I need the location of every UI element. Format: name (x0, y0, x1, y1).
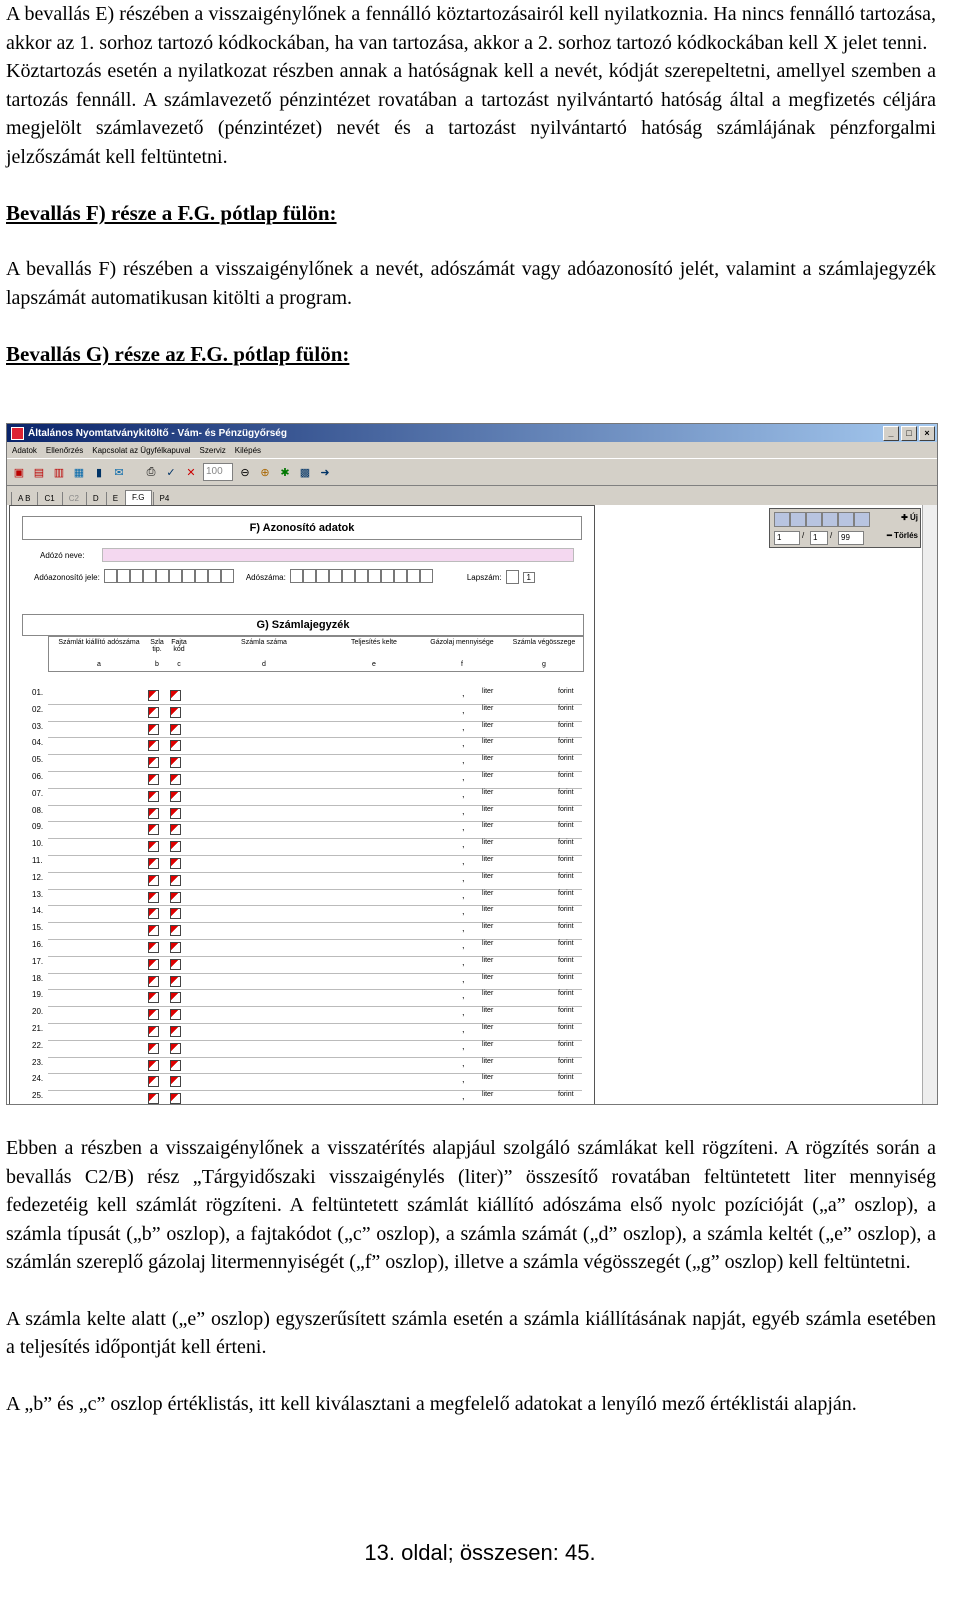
type-dropdown[interactable] (148, 959, 159, 970)
type-dropdown[interactable] (148, 908, 159, 919)
decimal-comma: , (462, 956, 465, 967)
unit-liter: liter (482, 738, 494, 746)
kind-dropdown[interactable] (170, 1009, 181, 1020)
name-field[interactable] (102, 548, 574, 562)
tools-icon[interactable]: ✱ (280, 466, 290, 479)
row-number: 17. (32, 956, 44, 966)
type-dropdown[interactable] (148, 942, 159, 953)
toolbar (7, 459, 937, 486)
unit-forint: forint (558, 721, 574, 729)
form-workspace (7, 505, 937, 1104)
tab-d[interactable]: D (86, 492, 105, 506)
last-record-button[interactable] (854, 512, 870, 527)
table-row (10, 789, 594, 806)
delete-record-button[interactable]: ━ Törlés (886, 531, 918, 540)
unit-liter: liter (482, 1007, 494, 1015)
menu-kilepes[interactable]: Kilépés (234, 445, 262, 455)
unit-liter: liter (482, 1074, 494, 1082)
unit-liter: liter (482, 990, 494, 998)
row-number: 21. (32, 1024, 44, 1033)
zoom-out-icon[interactable]: ⊖ (240, 466, 250, 479)
type-dropdown[interactable] (148, 774, 159, 785)
menu-ellenorzes[interactable]: Ellenőrzés (45, 445, 84, 455)
type-dropdown[interactable] (148, 875, 159, 886)
paragraph-e-2: Köztartozás esetén a nyilatkozat részben annak a hatóságnak kell a nevét, kódját szerepeltetni, amellyel szemben a tartozás fennáll. A számlavezető pénzintézet rovatában a tartozást nyilvántartó hatóság által a megfizetés céljára megjelölt számlavezető (pénzintézet) nevét és a tartozást nyilvántartó hatóság számlájának pénzforgalmi jelzőszámát kell feltüntetni. (6, 60, 936, 168)
type-dropdown[interactable] (148, 824, 159, 835)
row-number: 14. (32, 906, 44, 916)
kind-dropdown[interactable] (170, 942, 181, 953)
type-dropdown[interactable] (148, 1026, 159, 1037)
table-row (10, 1091, 594, 1105)
paragraph-e-1: A bevallás E) részében a visszaigénylőnek a fennálló köztartozásairól kell nyilatkoznia. Ha nincs fennálló tartozása, akkor az 1. sorhoz tartozó kódkockában, ha van tartozása, akkor a 2. sorhoz tartozó kódkockában kell X jelet tenni. (6, 3, 936, 54)
maximize-button[interactable]: □ (901, 426, 917, 441)
unit-forint: forint (558, 956, 574, 964)
unit-forint: forint (558, 822, 574, 830)
mail-icon[interactable]: ✉ (114, 466, 124, 479)
kind-dropdown[interactable] (170, 740, 181, 751)
unit-forint: forint (558, 872, 574, 880)
document-page (6, 0, 936, 368)
row-number: 07. (32, 788, 44, 798)
section-g-title: G) Számlajegyzék (22, 614, 584, 636)
table-row (10, 839, 594, 856)
unit-liter: liter (482, 755, 494, 763)
nav-separator-2: / (830, 531, 833, 540)
col-header-g: Számla végösszege (512, 639, 576, 646)
unit-forint: forint (558, 704, 574, 712)
menu-szerviz[interactable]: Szerviz (199, 445, 226, 455)
heading-section-g: Bevallás G) része az F.G. pótlap fülön: (6, 342, 350, 366)
unit-forint: forint (558, 1007, 574, 1015)
type-dropdown[interactable] (148, 1009, 159, 1020)
page-value: 1 (523, 572, 535, 583)
tab-c1[interactable]: C1 (37, 492, 60, 506)
menubar (7, 442, 937, 459)
unit-liter: liter (482, 940, 494, 947)
kind-dropdown[interactable] (170, 690, 181, 701)
kind-dropdown[interactable] (170, 1076, 181, 1087)
decimal-comma: , (462, 1007, 465, 1018)
col-header-e: Teljesítés kelte (351, 639, 397, 646)
unit-forint: forint (558, 839, 574, 847)
unit-forint: forint (558, 906, 574, 914)
type-dropdown[interactable] (148, 841, 159, 852)
unit-liter: liter (482, 721, 494, 729)
delete-label: Törlés (893, 531, 918, 540)
table-row (10, 806, 594, 823)
table-row (10, 1007, 594, 1024)
name-row (40, 548, 574, 562)
table-row (10, 856, 594, 873)
kind-dropdown[interactable] (170, 1060, 181, 1071)
type-dropdown[interactable] (148, 724, 159, 735)
kind-dropdown[interactable] (170, 757, 181, 768)
type-dropdown[interactable] (148, 858, 159, 869)
unit-forint: forint (558, 973, 574, 981)
row-number: 16. (32, 940, 44, 949)
row-number: 13. (32, 889, 44, 899)
col-letter-b: b (155, 661, 159, 668)
label-taxnum: Adószáma: (245, 572, 286, 582)
table-row (10, 923, 594, 940)
page-footer: 13. oldal; összesen: 45. (364, 1540, 596, 1565)
unit-liter: liter (482, 956, 494, 964)
next-record-button[interactable] (822, 512, 838, 527)
type-dropdown[interactable] (148, 808, 159, 819)
table-row (10, 906, 594, 923)
unit-forint: forint (558, 738, 574, 746)
table-row (10, 772, 594, 789)
decimal-comma: , (462, 755, 465, 766)
first-record-button[interactable] (774, 512, 790, 527)
application-screenshot (6, 423, 938, 1105)
next-page-button[interactable] (838, 512, 854, 527)
row-number: 24. (32, 1074, 44, 1084)
type-dropdown[interactable] (148, 1043, 159, 1054)
kind-dropdown[interactable] (170, 959, 181, 970)
decimal-comma: , (462, 1040, 465, 1051)
unit-forint: forint (558, 1040, 574, 1048)
kind-dropdown[interactable] (170, 892, 181, 903)
decimal-comma: , (462, 805, 465, 816)
row-number: 08. (32, 805, 44, 815)
tab-e[interactable]: E (106, 492, 124, 506)
unit-liter: liter (482, 923, 494, 931)
unit-liter: liter (482, 772, 494, 779)
decimal-comma: , (462, 856, 465, 866)
type-dropdown[interactable] (148, 791, 159, 802)
import-icon[interactable]: ▦ (73, 466, 85, 479)
col-letter-e: e (372, 661, 376, 668)
table-row (10, 873, 594, 890)
type-dropdown[interactable] (148, 892, 159, 903)
zoom-input[interactable]: 100 (203, 463, 233, 481)
unit-forint: forint (558, 1091, 574, 1099)
export-icon[interactable]: ➜ (320, 466, 330, 479)
decimal-comma: , (462, 839, 465, 850)
unit-liter: liter (482, 973, 494, 981)
prev-page-button[interactable] (790, 512, 806, 527)
decimal-comma: , (462, 1074, 465, 1085)
col-letter-g: g (542, 661, 546, 668)
decimal-comma: , (462, 772, 465, 782)
save-as-icon[interactable]: ▥ (53, 466, 65, 479)
type-dropdown[interactable] (148, 976, 159, 987)
decimal-comma: , (462, 1024, 465, 1034)
kind-dropdown[interactable] (170, 808, 181, 819)
unit-liter: liter (482, 704, 494, 712)
unit-liter: liter (482, 856, 494, 863)
tab-ab[interactable]: A B (11, 492, 36, 506)
decimal-comma: , (462, 872, 465, 883)
label-taxid: Adóazonosító jele: (34, 572, 100, 582)
kind-dropdown[interactable] (170, 976, 181, 987)
kind-dropdown[interactable] (170, 1026, 181, 1037)
delete-icon[interactable]: ✕ (186, 466, 196, 479)
unit-liter: liter (482, 822, 494, 830)
row-number: 04. (32, 738, 44, 748)
book-icon[interactable]: ▮ (95, 466, 103, 479)
tab-p4[interactable]: P4 (153, 492, 176, 506)
unit-forint: forint (558, 990, 574, 998)
row-number: 23. (32, 1057, 44, 1067)
decimal-comma: , (462, 923, 465, 934)
unit-liter: liter (482, 1024, 494, 1031)
kind-dropdown[interactable] (170, 724, 181, 735)
decimal-comma: , (462, 990, 465, 1001)
kind-dropdown[interactable] (170, 908, 181, 919)
new-label: Új (910, 513, 918, 522)
col-letter-f: f (461, 661, 463, 668)
vertical-scrollbar[interactable] (922, 505, 937, 1104)
id-row (34, 569, 535, 585)
row-number: 03. (32, 721, 44, 731)
decimal-comma: , (462, 906, 465, 917)
row-number: 10. (32, 839, 44, 849)
kind-dropdown[interactable] (170, 925, 181, 936)
unit-forint: forint (558, 1057, 574, 1065)
unit-forint: forint (558, 856, 574, 863)
decimal-comma: , (462, 738, 465, 749)
unit-forint: forint (558, 940, 574, 947)
col-header-c: Fajta kód (171, 639, 187, 653)
decimal-comma: , (462, 973, 465, 984)
record-count-field: 99 (838, 531, 864, 545)
type-dropdown[interactable] (148, 707, 159, 718)
col-letter-d: d (262, 661, 266, 668)
row-number: 19. (32, 990, 44, 1000)
paragraph-g-1: Ebben a részben a visszaigénylőnek a visszatérítés alapjául szolgáló számlákat kell rögzíteni. A rögzítés során a bevallás C2/B) rész „Tárgyidőszaki visszaigénylés (liter)” összesítő rovatában feltüntetett liter mennyiség fedezetéig kell számlát rögzíteni. A feltüntetett számlát kiállító adószáma első nyolc pozícióját („a” oszlop), a számla típusát („b” oszlop), a fajtakódot („c” oszlop), a számla számát („d” oszlop), a számla keltét („e” oszlop), a számlán szereplő gázolaj litermennyiségét („f” oszlop), illetve a számla végösszegét („g” oszlop) kell feltüntetni. (6, 1137, 936, 1273)
unit-liter: liter (482, 788, 494, 796)
col-header-a: Számlát kiállító adószáma (58, 639, 140, 646)
kind-dropdown[interactable] (170, 1093, 181, 1104)
kind-dropdown[interactable] (170, 858, 181, 869)
table-row (10, 957, 594, 974)
paragraph-g-2: A számla kelte alatt („e” oszlop) egyszerűsített számla esetén a számla kiállításának napját, egyéb számla esetében a teljesítés időpontját kell érteni. (6, 1307, 936, 1358)
unit-forint: forint (558, 788, 574, 796)
unit-liter: liter (482, 906, 494, 914)
unit-liter: liter (482, 872, 494, 880)
check-icon[interactable]: ✓ (166, 466, 176, 479)
record-total-field: 1 (810, 531, 828, 545)
unit-liter: liter (482, 839, 494, 847)
save-icon[interactable]: ▤ (33, 466, 45, 479)
type-dropdown[interactable] (148, 1060, 159, 1071)
table-row (10, 940, 594, 957)
table-row (10, 722, 594, 739)
zoom-in-icon[interactable]: ⊕ (260, 466, 270, 479)
unit-forint: forint (558, 805, 574, 813)
table-row (10, 688, 594, 705)
col-header-b: Szla tip. (150, 639, 164, 653)
tab-c2[interactable]: C2 (62, 492, 85, 506)
heading-section-f: Bevallás F) része a F.G. pótlap fülön: (6, 201, 337, 225)
kind-dropdown[interactable] (170, 841, 181, 852)
table-row (10, 738, 594, 755)
tab-fg[interactable]: F.G (125, 490, 151, 506)
decimal-comma: , (462, 822, 465, 833)
row-number: 06. (32, 772, 44, 781)
type-dropdown[interactable] (148, 992, 159, 1003)
type-dropdown[interactable] (148, 925, 159, 936)
new-record-button[interactable]: ✚ Új (901, 513, 918, 522)
col-letter-a: a (97, 661, 101, 668)
form-tabs (7, 486, 937, 507)
kind-dropdown[interactable] (170, 875, 181, 886)
document-page-bottom (6, 1134, 936, 1418)
row-number: 02. (32, 704, 44, 714)
minimize-button[interactable]: _ (883, 426, 899, 441)
decimal-comma: , (462, 940, 465, 950)
row-number: 11. (32, 856, 43, 865)
label-name: Adózó neve: (40, 550, 85, 560)
taxid-cells[interactable] (104, 569, 234, 585)
menu-adatok[interactable]: Adatok (12, 445, 37, 455)
open-icon[interactable]: ▣ (13, 466, 25, 479)
nav-separator-1: / (802, 531, 805, 540)
decimal-comma: , (462, 889, 465, 900)
col-header-f: Gázolaj mennyisége (430, 639, 494, 646)
decimal-comma: , (462, 788, 465, 799)
section-f-title: F) Azonosító adatok (22, 516, 582, 540)
type-dropdown[interactable] (148, 1076, 159, 1087)
decimal-comma: , (462, 704, 465, 715)
table-row (10, 1058, 594, 1075)
row-number: 25. (32, 1091, 44, 1101)
unit-forint: forint (558, 923, 574, 931)
kind-dropdown[interactable] (170, 774, 181, 785)
print-icon[interactable]: ⎙ (146, 465, 156, 478)
decimal-comma: , (462, 1057, 465, 1068)
window-titlebar (7, 424, 937, 442)
paragraph-f: A bevallás F) részében a visszaigénylőnek a nevét, adószámát vagy adóazonosító jelét, valamint a számlajegyzék lapszámát automatikusan kitölti a program. (6, 258, 936, 309)
col-letter-c: c (177, 661, 181, 668)
unit-forint: forint (558, 688, 574, 695)
taxnum-cells[interactable] (290, 569, 433, 585)
table-row (10, 1074, 594, 1091)
decimal-comma: , (462, 1091, 465, 1102)
paragraph-g-3: A „b” és „c” oszlop értéklistás, itt kell kiválasztani a megfelelő adatokat a lenyíló mező értéklistái alapján. (6, 1392, 857, 1415)
unit-liter: liter (482, 1091, 494, 1099)
decimal-comma: , (462, 688, 465, 698)
table-row (10, 705, 594, 722)
row-number: 15. (32, 923, 44, 933)
menu-ugyfelkapu[interactable]: Kapcsolat az Ügyfélkapuval (92, 445, 191, 455)
row-number: 20. (32, 1007, 44, 1017)
unit-forint: forint (558, 889, 574, 897)
table-row (10, 822, 594, 839)
form-sheet (9, 505, 595, 1105)
unit-liter: liter (482, 805, 494, 813)
prev-record-button[interactable] (806, 512, 822, 527)
row-number: 22. (32, 1040, 44, 1050)
unit-liter: liter (482, 1057, 494, 1065)
table-row (10, 990, 594, 1007)
unit-liter: liter (482, 889, 494, 897)
type-dropdown[interactable] (148, 740, 159, 751)
calc-icon[interactable]: ▩ (299, 466, 311, 479)
page-cell[interactable] (506, 570, 519, 584)
type-dropdown[interactable] (148, 690, 159, 701)
unit-forint: forint (558, 755, 574, 763)
kind-dropdown[interactable] (170, 992, 181, 1003)
close-button[interactable]: × (919, 426, 935, 441)
row-number: 18. (32, 973, 44, 983)
table-row (10, 755, 594, 772)
row-number: 01. (32, 688, 44, 697)
kind-dropdown[interactable] (170, 824, 181, 835)
table-row (10, 890, 594, 907)
col-header-d: Számla száma (241, 639, 287, 646)
kind-dropdown[interactable] (170, 1043, 181, 1054)
unit-liter: liter (482, 688, 494, 695)
table-header (48, 636, 584, 672)
type-dropdown[interactable] (148, 1093, 159, 1104)
label-page: Lapszám: (466, 572, 502, 582)
kind-dropdown[interactable] (170, 707, 181, 718)
unit-forint: forint (558, 1074, 574, 1082)
app-icon (11, 427, 24, 440)
row-number: 12. (32, 872, 44, 882)
row-number: 05. (32, 755, 44, 765)
type-dropdown[interactable] (148, 757, 159, 768)
kind-dropdown[interactable] (170, 791, 181, 802)
decimal-comma: , (462, 721, 465, 732)
window-title: Általános Nyomtatványkitöltő - Vám- és Pénzügyőrség (28, 427, 287, 439)
unit-forint: forint (558, 772, 574, 779)
table-row (10, 974, 594, 991)
table-row (10, 1024, 594, 1041)
unit-forint: forint (558, 1024, 574, 1031)
record-navigator (769, 508, 921, 548)
table-row (10, 1041, 594, 1058)
row-number: 09. (32, 822, 44, 832)
unit-liter: liter (482, 1040, 494, 1048)
current-record-field[interactable]: 1 (774, 531, 800, 545)
